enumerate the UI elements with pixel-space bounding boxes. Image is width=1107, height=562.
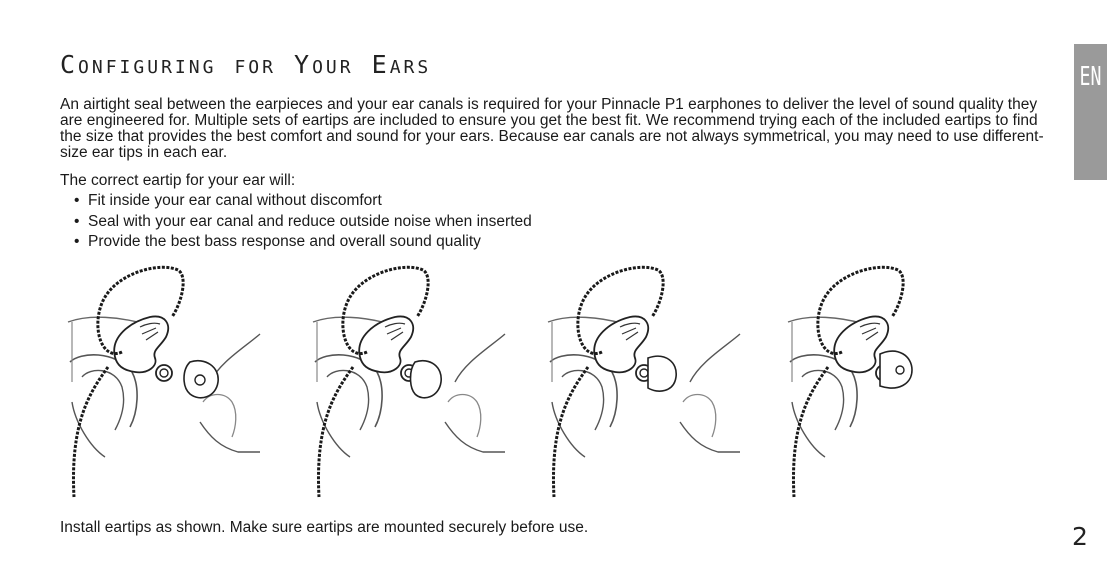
figure-caption: Install eartips as shown. Make sure eartips are mounted securely before use. — [60, 519, 589, 536]
list-item: • Seal with your ear canal and reduce outside noise when inserted — [60, 212, 532, 233]
list-item: • Provide the best bass response and overall sound quality — [60, 232, 532, 253]
language-label: EN — [1079, 62, 1102, 92]
page-number: 2 — [1072, 522, 1088, 551]
step-4-illustration — [788, 267, 912, 497]
intro-paragraph: An airtight seal between the earpieces and your ear canals is required for your Pinnacle P1 earphones to deliver the level of sound quality they are engineered for. Multiple sets of eartips are included to ensure you get the best fit. We recommend trying each of the included eartips to find the size that provides the best comfort and sound for your ears. Because ear canals are not always symmetrical, you may need to use different-size ear tips in each ear. — [60, 96, 1044, 161]
step-2-illustration — [313, 267, 505, 497]
page-title: Configuring for Your Ears — [60, 50, 432, 79]
step-1-illustration — [68, 267, 260, 497]
step-3-illustration — [548, 267, 740, 497]
requirements-list — [60, 191, 532, 253]
bullet-lead: The correct eartip for your ear will: — [60, 172, 296, 189]
language-tab — [1074, 44, 1107, 180]
list-item: • Fit inside your ear canal without discomfort — [60, 191, 532, 212]
eartip-installation-illustrations — [60, 262, 940, 507]
